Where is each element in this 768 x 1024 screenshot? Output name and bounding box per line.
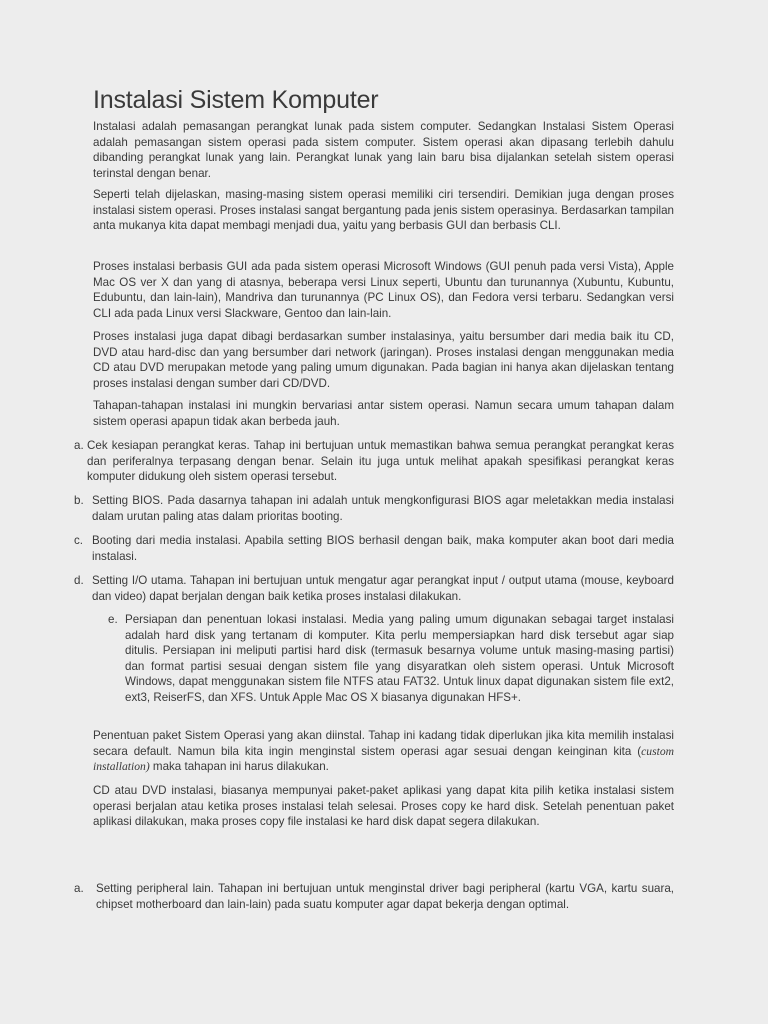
list-marker: b.	[74, 494, 84, 507]
list-marker: d.	[74, 574, 84, 587]
list-item	[74, 493, 674, 524]
custom-installation-text: custom installation)	[93, 744, 674, 773]
list-item-text: Booting dari media instalasi. Apabila setting BIOS berhasil dengan baik, maka komputer akan boot dari media instalasi.	[92, 534, 674, 563]
list-item	[74, 533, 674, 564]
paragraph-stages: Tahapan-tahapan instalasi ini mungkin bervariasi antar sistem operasi. Namun secara umum tahapan dalam sistem operasi apapun tidak akan berbeda jauh.	[93, 399, 674, 428]
paragraph-package-selection: Penentuan paket Sistem Operasi yang akan diinstal. Tahap ini kadang tidak diperlukan jika kita memilih instalasi secara default. Namun bila kita ingin menginstal sistem operasi agar sesuai dengan keinginan kita (custom installation) maka tahapan ini harus dilakukan.	[93, 729, 674, 773]
list-item	[108, 612, 674, 705]
list-item-text: Setting peripheral lain. Tahapan ini bertujuan untuk menginstal driver bagi peripheral (kartu VGA, kartu suara, chipset motherboard dan lain-lain) pada suatu komputer agar dapat bekerja dengan optimal.	[96, 882, 674, 911]
list-item	[74, 573, 674, 604]
page-title: Instalasi Sistem Komputer	[93, 86, 379, 114]
list-item-text: Cek kesiapan perangkat keras. Tahap ini bertujuan untuk memastikan bahwa semua perangkat perangkat keras dan periferalnya terpasang dengan benar. Selain itu juga untuk melihat apakah spesifikasi perangkat keras komputer didukung oleh sistem operasi tersebut.	[87, 439, 674, 483]
paragraph-os-types: Seperti telah dijelaskan, masing-masing sistem operasi memiliki ciri tersendiri. Demikian juga dengan proses instalasi sistem operasi. Proses instalasi sangat bergantung pada jenis sistem operasinya. Berdasarkan tampilan anta mukanya kita dapat membagi menjadi dua, yaitu yang berbasis GUI dan berbasis CLI.	[93, 188, 674, 232]
list-item	[74, 438, 674, 485]
list-marker: a.	[74, 882, 84, 895]
list-item	[74, 881, 674, 912]
list-marker: c.	[74, 534, 84, 547]
paragraph-cd-dvd: CD atau DVD instalasi, biasanya mempunyai paket-paket aplikasi yang dapat kita pilih ketika instalasi sistem operasi berjalan atau ketika proses instalasi telah selesai. Proses copy ke hard disk. Setelah penentuan paket aplikasi dilakukan, maka proses copy file instalasi ke hard disk dapat segera dilakukan.	[93, 784, 674, 828]
paragraph-install-source: Proses instalasi juga dapat dibagi berdasarkan sumber instalasinya, yaitu bersumber dari media baik itu CD, DVD atau hard-disc dan yang bersumber dari network (jaringan). Proses instalasi dengan menggunakan media CD atau DVD merupakan metode yang paling umum digunakan. Pada bagian ini hanya akan dijelaskan tentang proses instalasi dengan sumber dari CD/DVD.	[93, 330, 674, 390]
list-marker: e.	[108, 613, 118, 626]
list-marker: a.	[74, 439, 84, 452]
paragraph-intro: Instalasi adalah pemasangan perangkat lunak pada sistem computer. Sedangkan Instalasi Sistem Operasi adalah pemasangan sistem operasi pada sistem computer. Sistem operasi akan dipasang terlebih dahulu dibanding perangkat lunak yang lain. Perangkat lunak yang lain baru bisa dijalankan setelah sistem operasi terinstal dengan benar.	[93, 120, 674, 180]
list-item-text: Setting BIOS. Pada dasarnya tahapan ini adalah untuk mengkonfigurasi BIOS agar meletakkan media instalasi dalam urutan paling atas dalam prioritas booting.	[92, 494, 674, 523]
list-item-text: Setting I/O utama. Tahapan ini bertujuan untuk mengatur agar perangkat input / output utama (mouse, keyboard dan video) dapat berjalan dengan baik ketika proses instalasi dilakukan.	[92, 574, 674, 603]
paragraph-gui-cli: Proses instalasi berbasis GUI ada pada sistem operasi Microsoft Windows (GUI penuh pada versi Vista), Apple Mac OS ver X dan yang di atasnya, beberapa versi Linux seperti, Ubuntu dan turunannya (Xubuntu, Kubuntu, Edubuntu, dan lain-lain), Mandriva dan turunannya (PC Linux OS), dan Fedora versi terbaru. Sedangkan versi CLI ada pada Linux versi Slackware, Gentoo dan lain-lain.	[93, 260, 674, 320]
list-item-text: Persiapan dan penentuan lokasi instalasi. Media yang paling umum digunakan sebagai target instalasi adalah hard disk yang tertanam di komputer. Kita perlu mempersiapkan hard disk tersebut agar siap ditulis. Persiapan ini meliputi partisi hard disk (termasuk besarnya volume untuk masing-masing partisi) dan format partisi sesuai dengan sistem file yang disyaratkan oleh sistem operasi. Untuk Microsoft Windows, dapat menggunakan sistem file NTFS atau FAT32. Untuk linux dapat digunakan sistem file ext2, ext3, ReiserFS, dan XFS. Untuk Apple Mac OS X biasanya digunakan HFS+.	[125, 613, 674, 704]
